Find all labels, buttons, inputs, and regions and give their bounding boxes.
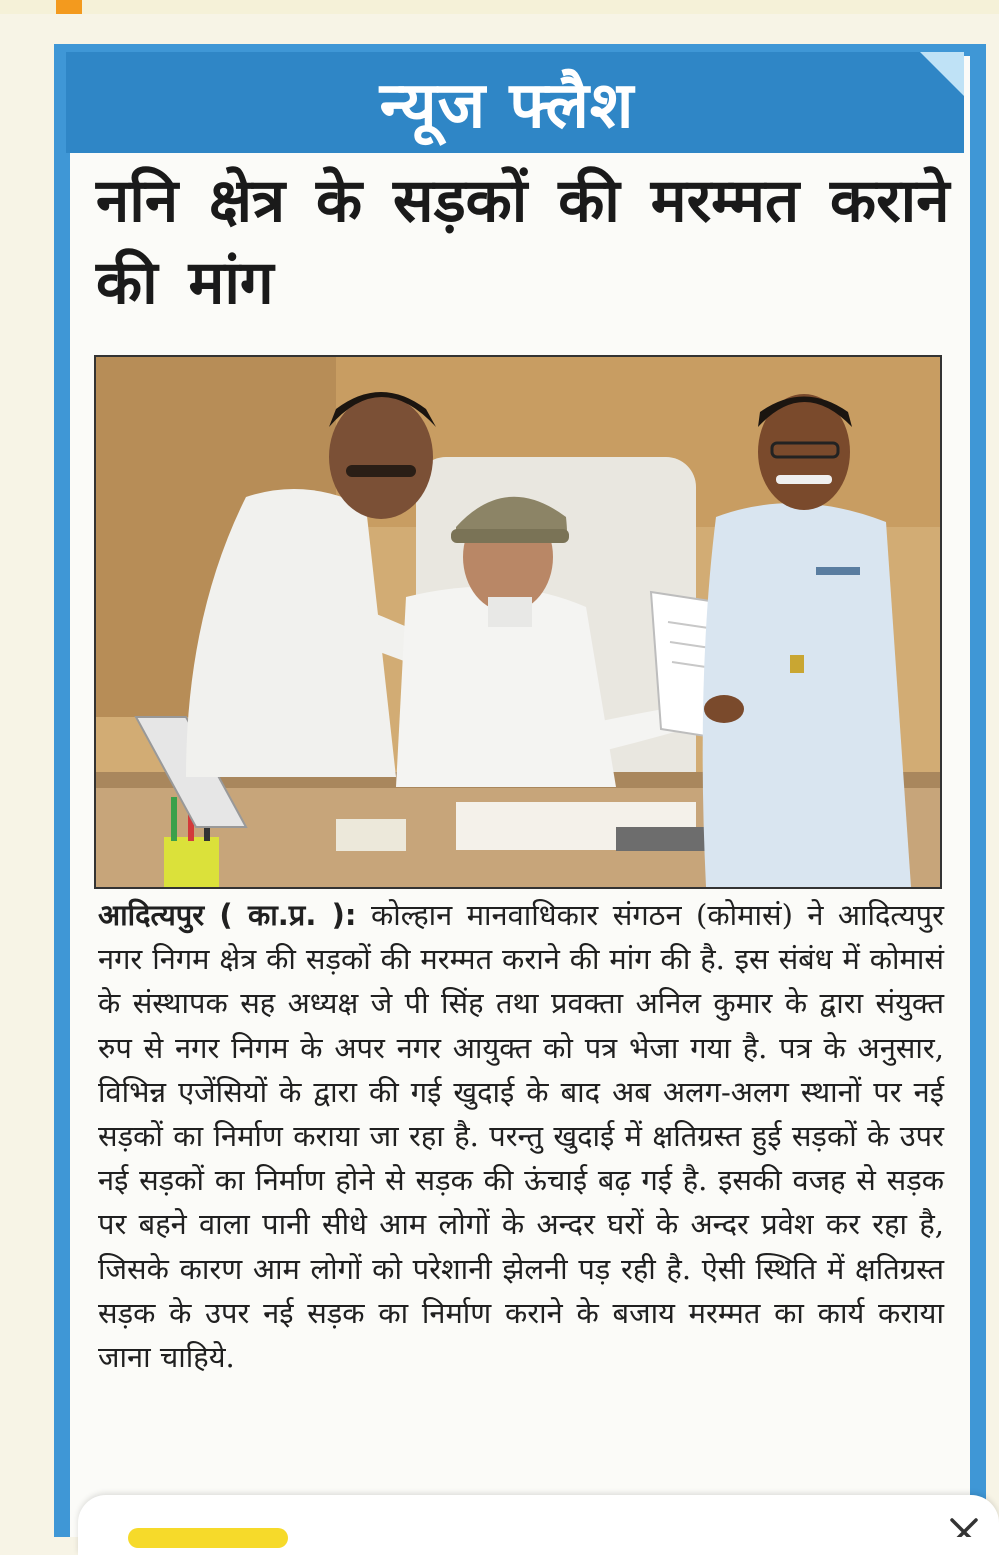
article-body (98, 893, 944, 1379)
top-strip (0, 0, 999, 14)
photo-three-men-handing-letter-icon (96, 357, 940, 887)
bottom-action-pill[interactable] (128, 1528, 288, 1548)
news-flash-banner (66, 52, 964, 153)
article-photo (94, 355, 942, 889)
article-dateline: आदित्यपुर ( का.प्र. ): (98, 898, 357, 932)
close-icon[interactable] (944, 1512, 984, 1537)
article-body-text: कोल्हान मानवाधिकार संगठन (कोमासं) ने आदित्यपुर नगर निगम क्षेत्र की सड़कों की मरम्मत कराने की मांग की है. इस संबंध में कोमासं के संस्थापक सह अध्यक्ष जे पी सिंह तथा प्रवक्ता अनिल कुमार के द्वारा संयुक्त रुप से नगर निगम के अपर नगर आयुक्त को पत्र भेजा गया है. पत्र के अनुसार, विभिन्न एजेंसियों के द्वारा की गई खुदाई के बाद अब अलग-अलग स्थानों पर नई सड़कों का निर्माण कराया जा रहा है. परन्तु खुदाई में क्षतिग्रस्त हुई सड़कों के उपर नई सड़कों का निर्माण होने से सड़क की ऊंचाई बढ़ गई है. इसकी वजह से सड़क पर बहने वाला पानी सीधे आम लोगों के अन्दर घरों के अन्दर प्रवेश कर रहा है, जिसके कारण आम लोगों को परेशानी झेलनी पड़ रही है. ऐसी स्थिति में क्षतिग्रस्त सड़क के उपर नई सड़क का निर्माण कराने के बजाय मरम्मत का कार्य कराया जाना चाहिये. (98, 898, 944, 1375)
banner-fold-corner (920, 52, 964, 96)
top-accent-bar (56, 0, 82, 14)
article-headline: ननि क्षेत्र के सड़कों की मरम्मत कराने की मांग (96, 166, 950, 318)
banner-title: न्यूज फ्लैश (379, 69, 635, 143)
